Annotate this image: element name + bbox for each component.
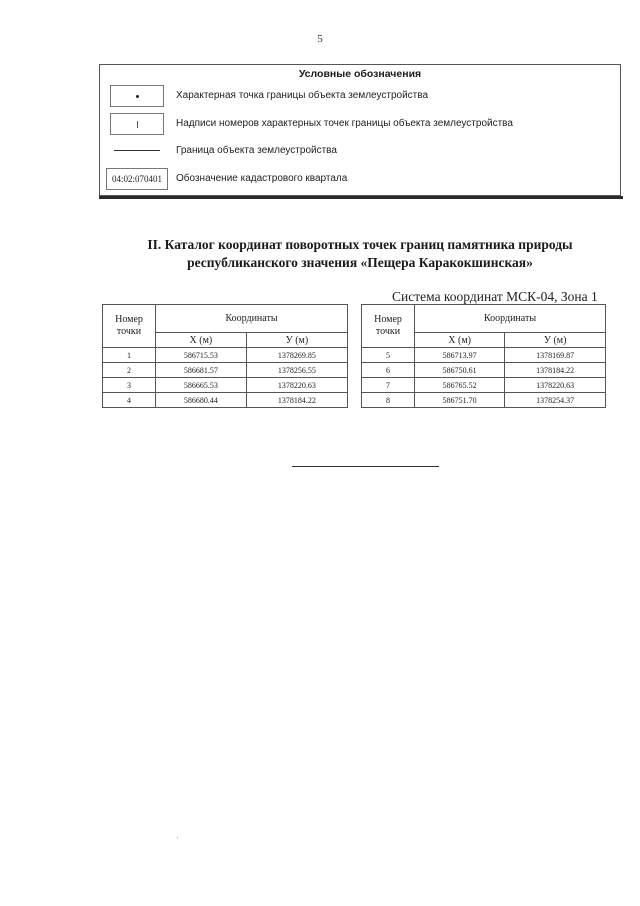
x-cell: 586765.52 — [415, 378, 505, 393]
table-row — [103, 393, 348, 408]
table-row — [362, 348, 606, 363]
y-cell: 1378220.63 — [246, 378, 347, 393]
separator-line — [292, 466, 439, 467]
legend-item-label: Обозначение кадастрового квартала — [176, 173, 348, 184]
coordinates-table-left — [102, 304, 348, 408]
point-number-cell: 6 — [362, 363, 415, 378]
x-header: X (м) — [156, 333, 247, 348]
x-cell: 586715.53 — [156, 348, 247, 363]
scan-speck — [177, 837, 178, 838]
y-header: У (м) — [246, 333, 347, 348]
point-number-cell: 7 — [362, 378, 415, 393]
point-number-cell: 1 — [103, 348, 156, 363]
x-cell: 586713.97 — [415, 348, 505, 363]
legend-item-cadastral-quarter — [100, 168, 620, 194]
x-cell: 586750.61 — [415, 363, 505, 378]
x-cell: 586681.57 — [156, 363, 247, 378]
point-number-cell: 5 — [362, 348, 415, 363]
legend-title: Условные обозначения — [298, 68, 422, 80]
y-header: У (м) — [505, 333, 606, 348]
table-row — [103, 378, 348, 393]
table-row — [103, 348, 348, 363]
y-cell: 1378169.87 — [505, 348, 606, 363]
point-number-cell: 4 — [103, 393, 156, 408]
table-row — [103, 363, 348, 378]
y-cell: 1378269.85 — [246, 348, 347, 363]
point-marker-symbol — [110, 85, 164, 107]
legend-item-point-number — [100, 113, 620, 139]
coordinate-system-label: Система координат МСК-04, Зона 1 — [392, 289, 598, 304]
coordinates-table-right — [361, 304, 606, 408]
y-cell: 1378184.22 — [246, 393, 347, 408]
y-cell: 1378184.22 — [505, 363, 606, 378]
point-number-header: Номер точки — [362, 305, 415, 348]
coordinates-header: Координаты — [156, 305, 348, 333]
page-number: 5 — [317, 33, 323, 45]
point-number-symbol — [110, 113, 164, 135]
heading-line-2: республиканского значения «Пещера Каракокшинская» — [187, 255, 533, 270]
table-row — [362, 363, 606, 378]
legend-item-label: Надписи номеров характерных точек границы объекта землеустройства — [176, 118, 513, 129]
x-cell: 586680.44 — [156, 393, 247, 408]
point-number-cell: 2 — [103, 363, 156, 378]
x-cell: 586665.53 — [156, 378, 247, 393]
table-row — [362, 378, 606, 393]
y-cell: 1378256.55 — [246, 363, 347, 378]
legend-bottom-border — [99, 196, 623, 199]
table-row — [362, 393, 606, 408]
point-number-cell: 3 — [103, 378, 156, 393]
legend-item-label: Граница объекта землеустройства — [176, 145, 337, 156]
heading-line-1: II. Каталог координат поворотных точек границ памятника природы — [147, 237, 573, 252]
section-heading — [100, 236, 620, 272]
legend-item-label: Характерная точка границы объекта землеустройства — [176, 90, 429, 101]
x-cell: 586751.70 — [415, 393, 505, 408]
y-cell: 1378254.37 — [505, 393, 606, 408]
coordinates-header: Координаты — [415, 305, 606, 333]
x-header: X (м) — [415, 333, 505, 348]
cadastral-quarter-symbol: 04:02:070401 — [106, 168, 168, 190]
legend-item-point — [100, 85, 620, 111]
legend-box — [99, 64, 621, 196]
point-number-cell: 8 — [362, 393, 415, 408]
y-cell: 1378220.63 — [505, 378, 606, 393]
legend-item-boundary — [100, 140, 620, 166]
boundary-line-symbol — [110, 140, 164, 162]
point-number-header: Номер точки — [103, 305, 156, 348]
